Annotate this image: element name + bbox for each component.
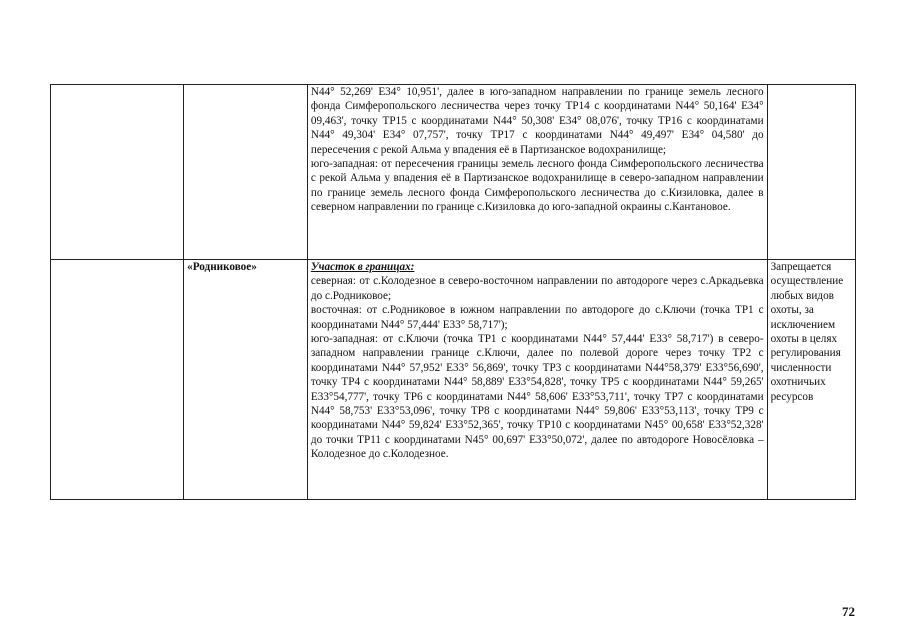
section-heading: Участок в границах: xyxy=(310,261,415,273)
name-cell xyxy=(184,85,308,260)
ground-name: «Родниковое» xyxy=(184,260,308,500)
boundary-paragraph: юго-западная: от пересечения границы земель лесного фонда Симферопольского лесничества с рекой Альма у впадения её в Партизанское водохранилище в северо-западном направлении по границе земель лесного фонда Симферопольского лесничества до с.Кизиловка, далее в северном направлении по границе с.Кизиловка до юго-западной окраины с.Кантановое. xyxy=(310,158,764,214)
boundary-description-cell xyxy=(307,260,767,500)
boundary-paragraph: N44° 52,269' E34° 10,951', далее в юго-западном направлении по границе земель лесного фонда Симферопольского лесничества через точку ТР14 с координатами N44° 50,164' E34° 09,463', точку ТР15 с координатами N44° 50,308' E34° 08,076', точку ТР16 с координатами N44° 49,304' E34° 07,757', точку ТР17 с координатами N44° 49,497' E34° 04,580' до пересечения с рекой Альма у впадения её в Партизанское водохранилище; xyxy=(310,86,764,156)
boundary-paragraph: восточная: от с.Родниковое в южном направлении по автодороге до с.Ключи (точка ТР1 с координатами N44° 57,444' E33° 58,717'); xyxy=(310,304,764,331)
hunting-grounds-table xyxy=(50,84,856,500)
boundary-description-cell xyxy=(307,85,767,260)
restriction-text: Запрещается осуществление любых видов охоты, за исключением охоты в целях регулирования численности охотничьих ресурсов xyxy=(767,260,855,500)
table-row xyxy=(51,85,856,260)
number-cell xyxy=(51,85,184,260)
page-number: 72 xyxy=(842,604,855,619)
table-row xyxy=(51,260,856,500)
boundary-paragraph: юго-западная: от с.Ключи (точка ТР1 с координатами N44° 57,444' E33° 58,717') в северо-западном направлении границе с.Ключи, далее по полевой дороге через точку ТР2 с координатами N44° 57,952' E33° 56,869', точку ТР3 с координатами N44°58,379' E33°56,690', точку ТР4 с координатами N44° 58,889' E33°54,828', точку ТР5 с координатами N44° 59,265' E33°54,777', точку ТР6 с координатами N44° 58,606' E33°53,711', точку ТР7 с координатами N44° 58,753' E33°53,096', точку ТР8 с координатами N44° 59,806' E33°53,113', точку ТР9 с координатами N44° 59,824' E33°52,365', точку ТР10 с координатами N45° 00,658' E33°52,328' до точки ТР11 с координатами N45° 00,697' E33°50,072', далее по автодороге Новосёловка – Колодезное до с.Колодезное. xyxy=(310,333,764,461)
restriction-cell xyxy=(767,85,855,260)
number-cell xyxy=(51,260,184,500)
boundary-paragraph: северная: от с.Колодезное в северо-восточном направлении по автодороге через с.Аркадьевка до с.Родниковое; xyxy=(310,275,764,302)
